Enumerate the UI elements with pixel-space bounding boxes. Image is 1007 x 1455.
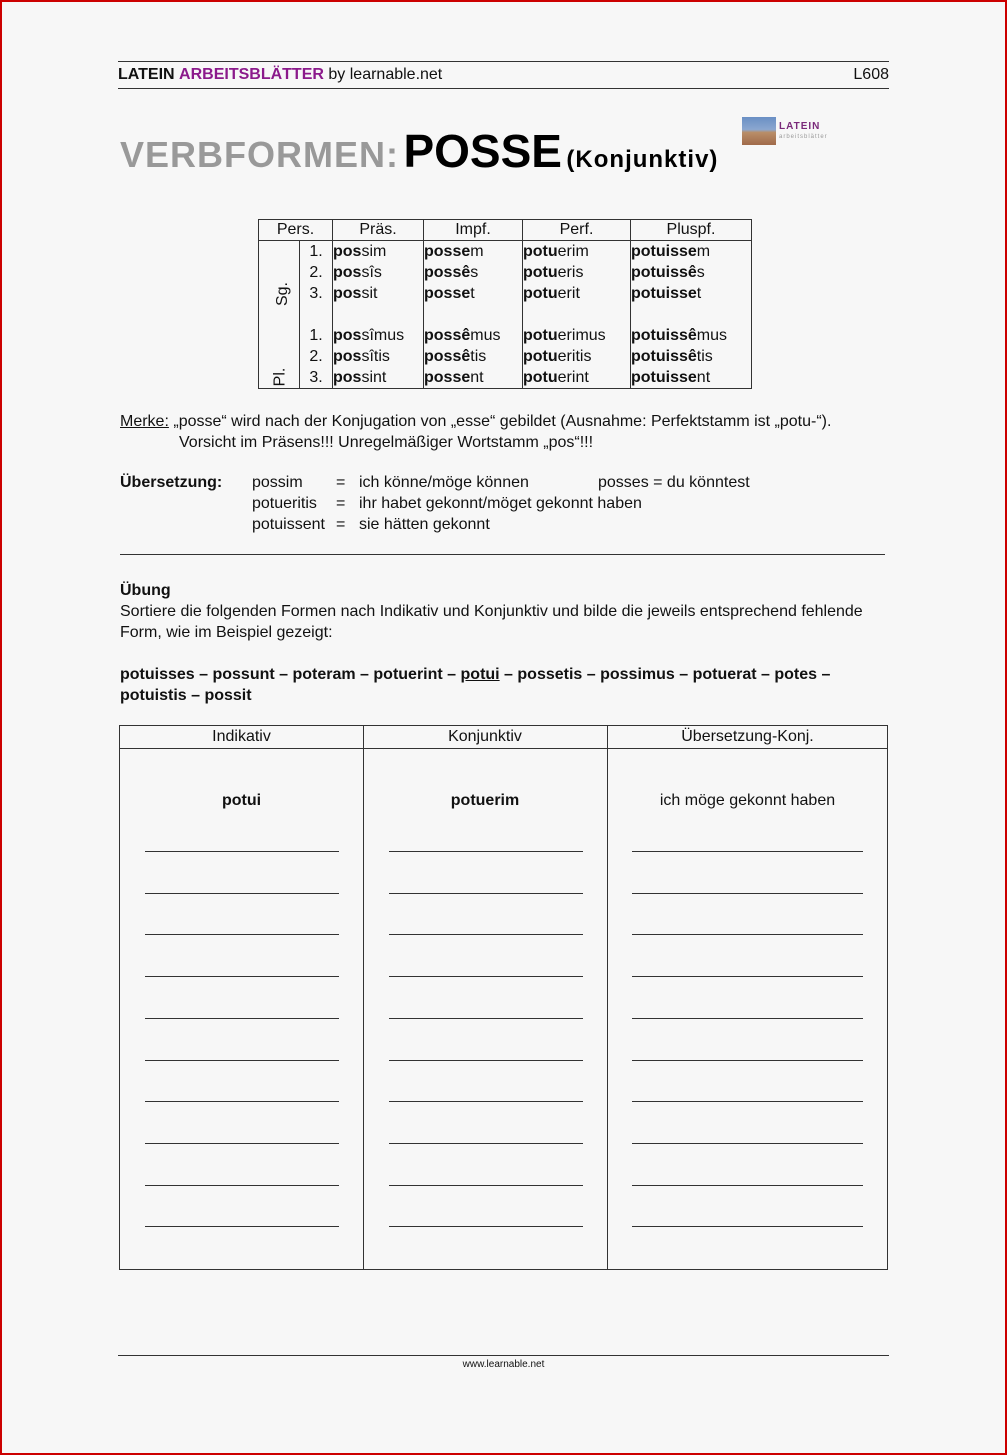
verb-form: possês bbox=[424, 264, 479, 281]
verb-form: possîtis bbox=[333, 348, 390, 365]
answer-line[interactable] bbox=[145, 1226, 339, 1227]
answer-line[interactable] bbox=[145, 1018, 339, 1019]
answer-line[interactable] bbox=[145, 1101, 339, 1102]
plusquamperfekt-column bbox=[631, 241, 752, 389]
verb-form: potuissent bbox=[631, 369, 711, 386]
conjugation-table bbox=[258, 219, 752, 389]
verb-form: possîmus bbox=[333, 327, 405, 344]
footer-url: www.learnable.net bbox=[462, 1359, 545, 1370]
answer-line[interactable] bbox=[389, 1185, 583, 1186]
answer-line[interactable] bbox=[389, 1226, 583, 1227]
verb-form: potueritis bbox=[523, 348, 592, 365]
verb-form: possint bbox=[333, 369, 387, 386]
header-arbeitsblaetter: ARBEITSBLÄTTER bbox=[179, 66, 324, 83]
trans-row: potuissent = sie hätten gekonnt bbox=[252, 516, 490, 533]
verb-form bbox=[523, 304, 630, 325]
uebersetzung-label: Übersetzung: bbox=[120, 474, 223, 491]
imperfekt-column bbox=[424, 241, 523, 389]
verb-form: possent bbox=[424, 369, 484, 386]
answer-line[interactable] bbox=[389, 1060, 583, 1061]
answer-line[interactable] bbox=[145, 893, 339, 894]
answer-line[interactable] bbox=[632, 1226, 863, 1227]
col-head-konjunktiv: Konjunktiv bbox=[448, 728, 522, 745]
col-head-uebersetzung: Übersetzung-Konj. bbox=[681, 728, 814, 745]
title-verbformen: VERBFORMEN: bbox=[120, 134, 399, 175]
answer-line[interactable] bbox=[389, 1018, 583, 1019]
answer-line[interactable] bbox=[389, 934, 583, 935]
trans-row: possim = ich könne/möge können posses = du könntest bbox=[252, 474, 750, 491]
uebung-text: Sortiere die folgenden Formen nach Indikativ und Konjunktiv und bilde die jeweils entsprechend fehlende Form, wie im Beispiel gezeigt: bbox=[120, 603, 863, 641]
merke-line1: „posse“ wird nach der Konjugation von „esse“ gebildet (Ausnahme: Perfektstamm ist „potu-“). bbox=[173, 413, 832, 430]
uebung-block bbox=[120, 580, 880, 643]
exercise-table bbox=[119, 725, 888, 1270]
answer-line[interactable] bbox=[145, 976, 339, 977]
answer-line[interactable] bbox=[145, 1060, 339, 1061]
verb-form: possêtis bbox=[424, 348, 487, 365]
perfekt-column bbox=[523, 241, 631, 389]
header-latein: LATEIN bbox=[118, 66, 175, 83]
example-form: potui bbox=[460, 666, 500, 683]
trans-row: potueritis = ihr habet gekonnt/möget gekonnt haben bbox=[252, 495, 642, 512]
verb-form: potuerimus bbox=[523, 327, 606, 344]
answer-line[interactable] bbox=[632, 934, 863, 935]
answer-line[interactable] bbox=[632, 893, 863, 894]
uebung-title: Übung bbox=[120, 582, 171, 599]
page-title bbox=[120, 124, 718, 178]
colosseum-image bbox=[742, 117, 776, 145]
answer-line[interactable] bbox=[632, 1143, 863, 1144]
latein-logo bbox=[742, 117, 844, 145]
verb-form bbox=[424, 304, 522, 325]
num-3: 3. bbox=[309, 369, 323, 386]
verb-form: potueris bbox=[523, 264, 584, 281]
verb-form: potuerim bbox=[523, 243, 589, 260]
answer-line[interactable] bbox=[145, 934, 339, 935]
th-praes: Präs. bbox=[333, 220, 424, 241]
verb-form: possêmus bbox=[424, 327, 501, 344]
logo-subtext: arbeitsblätter bbox=[779, 134, 828, 140]
answer-line[interactable] bbox=[632, 976, 863, 977]
answer-line[interactable] bbox=[632, 851, 863, 852]
col-head-indikativ: Indikativ bbox=[212, 728, 271, 745]
answer-line[interactable] bbox=[389, 851, 583, 852]
answer-line[interactable] bbox=[389, 976, 583, 977]
answer-line[interactable] bbox=[632, 1101, 863, 1102]
num-2: 2. bbox=[309, 264, 323, 281]
footer-line bbox=[118, 1355, 889, 1356]
verb-form: possem bbox=[424, 243, 484, 260]
trans-extra: posses = du könntest bbox=[598, 474, 750, 491]
verb-form bbox=[333, 304, 423, 325]
verb-form: potuerit bbox=[523, 285, 580, 302]
pl-label: Pl. bbox=[271, 367, 289, 387]
th-perf: Perf. bbox=[523, 220, 631, 241]
th-pers: Pers. bbox=[259, 220, 333, 241]
separator-line bbox=[120, 554, 885, 555]
sample-uebersetzung: ich möge gekonnt haben bbox=[659, 792, 836, 809]
answer-line[interactable] bbox=[632, 1018, 863, 1019]
verb-form: potuissem bbox=[631, 243, 711, 260]
sample-konjunktiv: potuerim bbox=[450, 792, 520, 809]
verb-form bbox=[631, 304, 751, 325]
person-numbers bbox=[300, 241, 333, 389]
page-header bbox=[118, 61, 889, 89]
th-impf: Impf. bbox=[424, 220, 523, 241]
header-by: by learnable.net bbox=[328, 66, 443, 83]
sg-label: Sg. bbox=[274, 281, 292, 307]
answer-line[interactable] bbox=[145, 851, 339, 852]
number-column bbox=[259, 241, 300, 389]
forms-list: potuisses – possunt – poteram – potuerint – potui – possetis – possimus – potuerat – potes – potuistis – possit bbox=[120, 666, 831, 704]
answer-line[interactable] bbox=[389, 893, 583, 894]
verb-form: potuisset bbox=[631, 285, 702, 302]
verb-form: possit bbox=[333, 285, 378, 302]
answer-line[interactable] bbox=[389, 1101, 583, 1102]
header-code: L608 bbox=[853, 66, 889, 83]
answer-line[interactable] bbox=[632, 1060, 863, 1061]
title-posse: POSSE bbox=[403, 125, 562, 177]
verb-form: potuerint bbox=[523, 369, 589, 386]
num-3: 3. bbox=[309, 285, 323, 302]
merke-label: Merke: bbox=[120, 413, 169, 430]
answer-line[interactable] bbox=[145, 1143, 339, 1144]
answer-line[interactable] bbox=[145, 1185, 339, 1186]
th-pluspf: Pluspf. bbox=[631, 220, 752, 241]
verb-form: possim bbox=[333, 243, 387, 260]
praesens-column bbox=[333, 241, 424, 389]
num-1: 1. bbox=[309, 243, 323, 260]
verb-form: potuissêmus bbox=[631, 327, 728, 344]
answer-line[interactable] bbox=[389, 1143, 583, 1144]
answer-line[interactable] bbox=[632, 1185, 863, 1186]
merke-note bbox=[120, 411, 831, 453]
num-1: 1. bbox=[309, 327, 323, 344]
num-2: 2. bbox=[309, 348, 323, 365]
verb-form: potuissês bbox=[631, 264, 705, 281]
logo-text: LATEIN bbox=[779, 121, 821, 132]
title-konjunktiv: (Konjunktiv) bbox=[566, 146, 719, 173]
verb-form: posset bbox=[424, 285, 475, 302]
verb-form: possîs bbox=[333, 264, 382, 281]
verb-form: potuissêtis bbox=[631, 348, 713, 365]
sample-indikativ: potui bbox=[221, 792, 262, 809]
merke-line2: Vorsicht im Präsens!!! Unregelmäßiger Wortstamm „pos“!!! bbox=[179, 434, 594, 451]
